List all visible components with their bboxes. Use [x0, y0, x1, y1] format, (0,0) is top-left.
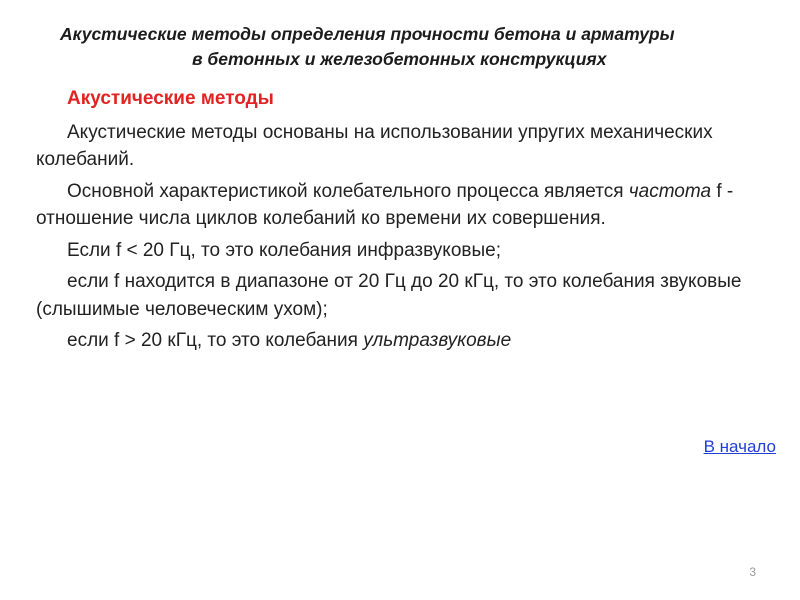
slide-title-line-1: Акустические методы определения прочности бетона и арматуры [60, 24, 675, 44]
paragraph-frequency-rest: f - отношение числа циклов колебаний ко времени их совершения. [36, 180, 734, 229]
paragraph-frequency [36, 178, 766, 233]
paragraph-infrasound: Если f < 20 Гц, то это колебания инфразвуковые; [67, 239, 501, 261]
page-number: 3 [749, 565, 756, 579]
slide-body [36, 85, 766, 359]
ultrasound-term: ультразвуковые [363, 330, 512, 351]
paragraph-ultrasound [36, 327, 766, 355]
paragraph-ultrasound-intro: если f > 20 кГц, то это колебания [67, 330, 364, 351]
back-to-start-link[interactable]: В начало [703, 437, 776, 456]
paragraph-sound: если f находится в диапазоне от 20 Гц до 20 кГц, то это колебания звуковые (слышимые человеческим ухом); [36, 271, 742, 320]
section-heading: Акустические методы [67, 88, 274, 109]
slide-title-line-2: в бетонных и железобетонных конструкциях [192, 49, 607, 69]
paragraph-definition: Акустические методы основаны на использовании упругих механических колебаний. [36, 121, 713, 170]
frequency-term: частота [628, 180, 712, 202]
slide-title [40, 22, 770, 72]
paragraph-frequency-intro: Основной характеристикой колебательного процесса является [67, 180, 629, 202]
